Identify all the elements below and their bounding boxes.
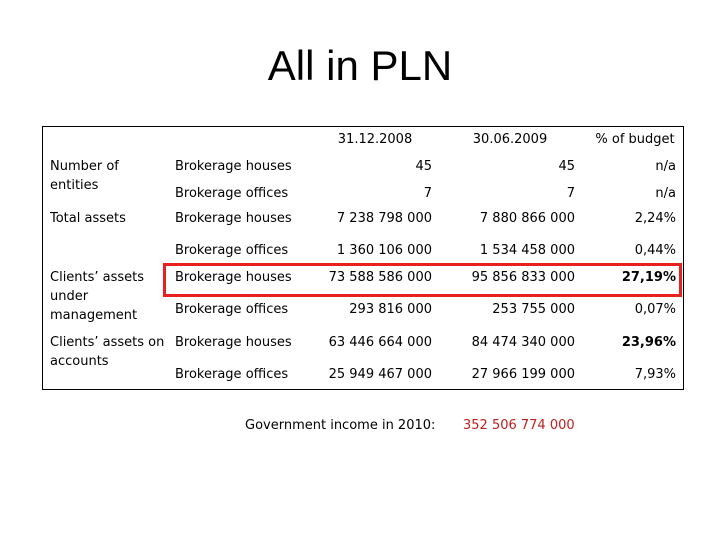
group-label-total-assets: Total assets xyxy=(50,211,126,226)
value-2009: 95 856 833 000 xyxy=(471,270,575,285)
row-type: Brokerage offices xyxy=(175,186,289,201)
value-pct: 0,44% xyxy=(634,243,676,258)
row-type: Brokerage houses xyxy=(175,335,292,350)
value-pct: n/a xyxy=(655,159,676,174)
value-2008: 7 xyxy=(423,186,432,201)
value-2008: 7 238 798 000 xyxy=(336,211,432,226)
value-pct: n/a xyxy=(655,186,676,201)
value-2008: 45 xyxy=(415,159,432,174)
value-pct: 27,19% xyxy=(621,270,676,285)
group-label-clients-accounts: Clients’ assets on accounts xyxy=(50,335,165,369)
header-2009: 30.06.2009 xyxy=(472,132,548,147)
value-2008: 293 816 000 xyxy=(349,302,432,317)
value-2009: 7 880 866 000 xyxy=(479,211,575,226)
value-2008: 63 446 664 000 xyxy=(328,335,432,350)
value-2009: 7 xyxy=(566,186,575,201)
value-pct: 2,24% xyxy=(634,211,676,226)
group-label-entities: Number of entities xyxy=(50,159,119,193)
header-budget: % of budget xyxy=(595,132,675,147)
value-2009: 84 474 340 000 xyxy=(471,335,575,350)
value-2009: 253 755 000 xyxy=(492,302,575,317)
row-type: Brokerage offices xyxy=(175,243,289,258)
value-2008: 73 588 586 000 xyxy=(328,270,432,285)
value-2009: 27 966 199 000 xyxy=(471,367,575,382)
value-pct: 0,07% xyxy=(634,302,676,317)
value-2009: 45 xyxy=(558,159,575,174)
row-type: Brokerage houses xyxy=(175,159,292,174)
footer-value: 352 506 774 000 xyxy=(463,418,575,433)
value-2008: 1 360 106 000 xyxy=(336,243,432,258)
value-pct: 23,96% xyxy=(621,335,676,350)
row-type: Brokerage houses xyxy=(175,270,292,285)
row-type: Brokerage houses xyxy=(175,211,292,226)
highlight-box xyxy=(163,263,682,297)
value-2008: 25 949 467 000 xyxy=(328,367,432,382)
page-title: All in PLN xyxy=(267,42,453,89)
row-type: Brokerage offices xyxy=(175,302,289,317)
footer-label: Government income in 2010: xyxy=(245,418,436,433)
value-2009: 1 534 458 000 xyxy=(479,243,575,258)
row-type: Brokerage offices xyxy=(175,367,289,382)
group-label-clients-mgmt: Clients’ assets under management xyxy=(50,270,145,323)
header-2008: 31.12.2008 xyxy=(337,132,413,147)
value-pct: 7,93% xyxy=(634,367,676,382)
